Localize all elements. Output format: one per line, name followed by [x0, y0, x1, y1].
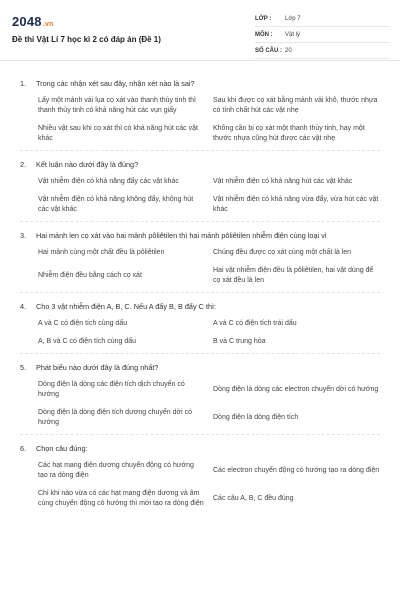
answer-option[interactable]: Chúng đều được cọ xát cùng một chất là len — [213, 249, 352, 256]
answer-option[interactable]: Dòng điện là dòng các điện tích dịch chuyển có hướng — [38, 381, 185, 398]
answer-options — [20, 248, 380, 286]
answer-option[interactable]: Dòng điện là dòng điện tích — [213, 414, 299, 421]
meta-row-grade — [255, 12, 390, 27]
question-header — [20, 79, 380, 88]
answer-option[interactable]: B và C trung hòa — [213, 338, 266, 345]
question-header — [20, 302, 380, 311]
answer-options — [20, 380, 380, 428]
question-number: 5. — [20, 363, 27, 372]
answer-options — [20, 177, 380, 215]
answer-option[interactable]: Dòng điện là dòng các electron chuyển dời có hướng — [213, 386, 379, 393]
answer-option[interactable]: Chỉ khi nào vừa có các hạt mang điện dương và âm cùng chuyển động có hướng thì mới tạo ra dòng điện — [38, 490, 204, 507]
meta-value: 20 — [285, 48, 292, 54]
meta-label: LỚP : — [255, 16, 272, 22]
answer-option[interactable]: Dòng điện là dòng điện tích dương chuyển dời có hướng — [38, 409, 192, 426]
question-text: Trong các nhận xét sau đây, nhận xét nào là sai? — [36, 79, 195, 88]
logo-suffix: .vn — [42, 21, 54, 28]
logo-text: 2048 — [12, 14, 42, 29]
answer-option[interactable]: Vật nhiễm điện có khả năng vừa đẩy, vừa hút các vật khác — [213, 196, 379, 213]
answer-option[interactable]: Các electron chuyển động có hướng tạo ra dòng điện — [213, 467, 380, 474]
question-text: Hai mảnh len cọ xát vào hai mảnh pôliêtilen thì hai mảnh pôliêtilen nhiễm điện cùng loại vì — [36, 231, 327, 240]
question-number: 6. — [20, 444, 27, 453]
answer-option[interactable]: Hai vật nhiễm điện đều là pôliêtilen, hai vật dùng để cọ xát đều là len — [213, 267, 374, 284]
question-header — [20, 363, 380, 372]
question-text: Kết luận nào dưới đây là đúng? — [36, 160, 139, 169]
answer-options — [20, 96, 380, 144]
question-header — [20, 160, 380, 169]
meta-info — [255, 12, 390, 60]
question-number: 2. — [20, 160, 27, 169]
answer-option[interactable]: A và C có điện tích trái dấu — [213, 320, 297, 327]
answer-option[interactable]: Các câu A, B, C đều đúng — [213, 495, 294, 502]
document-header — [0, 0, 400, 61]
meta-label: SỐ CÂU : — [255, 48, 282, 54]
answer-option[interactable]: Sau khi được cọ xát bằng mảnh vải khô, thước nhựa có tính chất hút các vật nhẹ — [213, 97, 378, 114]
question-number: 4. — [20, 302, 27, 311]
answer-options — [20, 319, 380, 347]
question-4 — [20, 302, 380, 354]
document-title: Đề thi Vật Lí 7 học kì 2 có đáp án (Đề 1) — [12, 35, 161, 44]
site-logo[interactable] — [12, 14, 53, 29]
meta-value: Vật lý — [285, 32, 301, 38]
question-text: Cho 3 vật nhiễm điện A, B, C. Nếu A đẩy B, B đẩy C thì: — [36, 302, 217, 311]
question-3 — [20, 231, 380, 293]
question-6 — [20, 444, 380, 515]
question-text: Chọn câu đúng: — [36, 444, 88, 453]
answer-option[interactable]: Nhiễm điện đều bằng cách cọ xát — [38, 272, 142, 279]
answer-option[interactable]: Nhiều vật sau khi cọ xát thì có khả năng hút các vật khác — [38, 125, 198, 142]
answer-option[interactable]: A, B và C có điện tích cùng dấu — [38, 338, 137, 345]
question-text: Phát biểu nào dưới đây là đúng nhất? — [36, 363, 159, 372]
question-list — [0, 61, 400, 515]
meta-label: MÔN : — [255, 32, 273, 38]
answer-option[interactable]: Các hạt mang điện dương chuyển động có hướng tạo ra dòng điện — [38, 462, 194, 479]
answer-option[interactable]: Vật nhiễm điện có khả năng không đẩy, không hút các vật khác — [38, 196, 194, 213]
answer-option[interactable]: Không cần bị cọ xát một thanh thủy tinh, hay một thước nhựa cũng hút được các vật nhẹ — [213, 125, 365, 142]
question-number: 1. — [20, 79, 27, 88]
question-header — [20, 444, 380, 453]
answer-option[interactable]: Hai mảnh cùng một chất đều là pôliêtilen — [38, 249, 165, 256]
question-header — [20, 231, 380, 240]
question-1 — [20, 79, 380, 151]
question-number: 3. — [20, 231, 27, 240]
answer-option[interactable]: A và C có điện tích cùng dấu — [38, 320, 128, 327]
answer-option[interactable]: Lấy một mảnh vải lụa cọ xát vào thanh thủy tinh thì thanh thủy tinh có khả năng hút các vụn giấy — [38, 97, 196, 114]
answer-options — [20, 461, 380, 509]
question-5 — [20, 363, 380, 435]
meta-row-subject — [255, 28, 390, 43]
meta-row-count — [255, 44, 390, 59]
answer-option[interactable]: Vật nhiễm điện có khả năng hút các vật khác — [213, 178, 353, 185]
meta-value: Lớp 7 — [285, 16, 301, 22]
question-2 — [20, 160, 380, 222]
answer-option[interactable]: Vật nhiễm điện có khả năng đẩy các vật khác — [38, 178, 179, 185]
